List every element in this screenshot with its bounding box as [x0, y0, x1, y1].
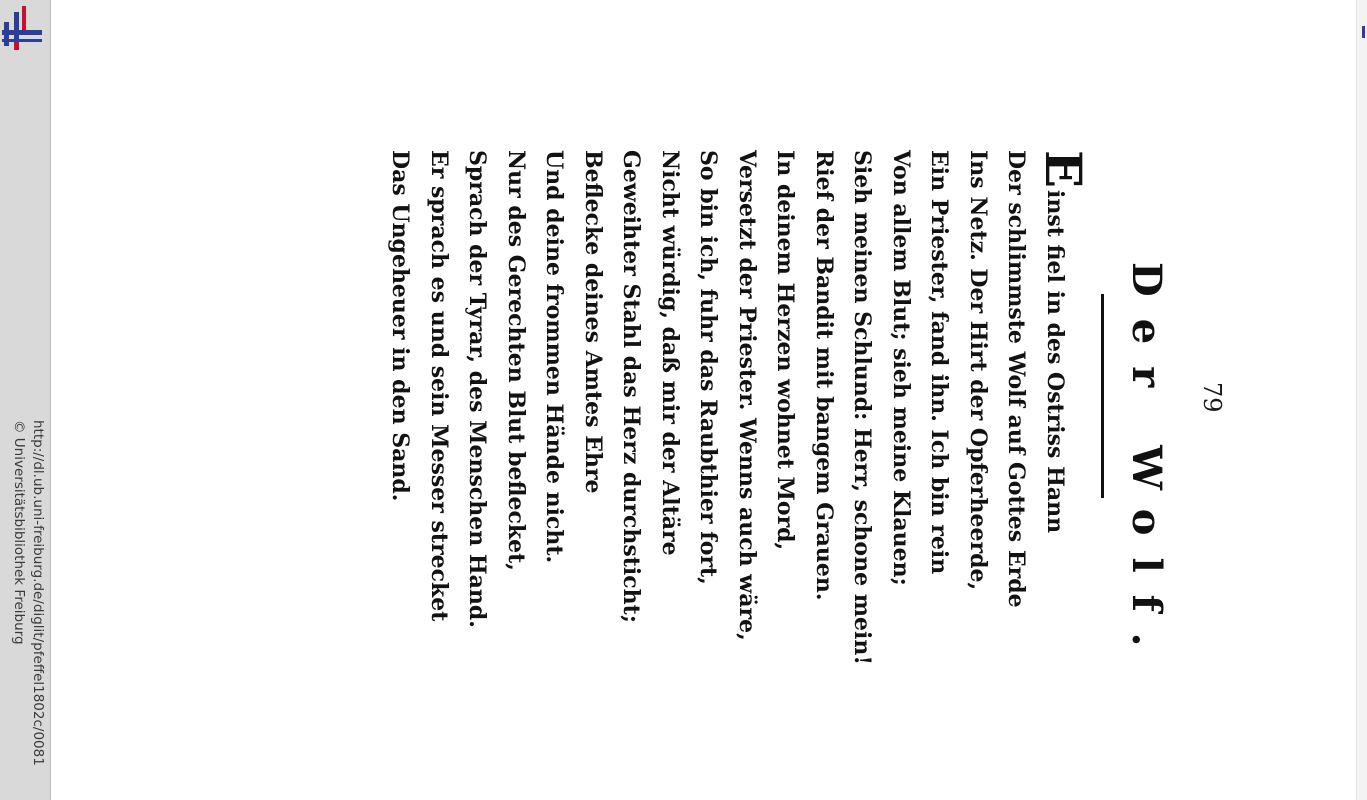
page-title: Der Wolf. [1123, 262, 1170, 669]
poem-line: Von allem Blut; sieh meine Klauen; [888, 150, 914, 586]
scroll-marker-icon [1362, 26, 1365, 38]
poem-line: Und deine frommen Hände nicht. [541, 150, 568, 564]
poem-line: Das Ungeheuer in den Sand. [387, 150, 414, 502]
sidebar [0, 0, 51, 800]
poem-line: inst fiel in des Ostriss Hann [1042, 190, 1068, 534]
title-rule [1101, 294, 1104, 498]
poem-line: Nicht würdig, daß mir der Altäre [657, 150, 683, 556]
poem-line: So bin ich, fuhr das Raubthier fort, [695, 150, 722, 585]
poem-line: Beflecke deines Amtes Ehre [580, 150, 606, 494]
poem-line: Er sprach es und sein Messer strecket [426, 150, 452, 622]
scanned-page [340, 0, 1240, 800]
sidebar-info [0, 0, 50, 800]
poem-line: Ein Priester, fand ihn. Ich bin rein [926, 150, 953, 575]
source-url[interactable]: http://dl.ub.uni-freiburg.de/diglit/pfeffel1802c/0081 [30, 420, 46, 766]
poem-line: Geweihter Stahl das Herz durchsticht; [618, 150, 645, 623]
poem-line: Sprach der Tyrar, des Menschen Hand. [464, 150, 491, 628]
page-number: 79 [1198, 382, 1226, 413]
poem-line: Ins Netz. Der Hirt der Opferheerde, [965, 150, 991, 591]
right-scroll-edge[interactable] [1356, 0, 1367, 800]
poem-line: Versetzt der Priester. Wenns auch wäre, [734, 150, 760, 641]
poem-line: Der schlimmste Wolf auf Gottes Erde [1003, 150, 1030, 608]
poem-text [381, 150, 1074, 800]
poem-line: Nur des Gerechten Blut beflecket, [503, 150, 529, 571]
drop-cap: E [1034, 150, 1093, 189]
poem-line: Rief der Bandit mit bangem Grauen. [811, 150, 837, 601]
poem-line: In deinem Herzen wohnet Mord, [772, 150, 799, 551]
copyright-notice: © Universitätsbibliothek Freiburg [11, 420, 27, 645]
poem-line: Sieh meinen Schlund: Herr, schone mein! [849, 150, 876, 666]
